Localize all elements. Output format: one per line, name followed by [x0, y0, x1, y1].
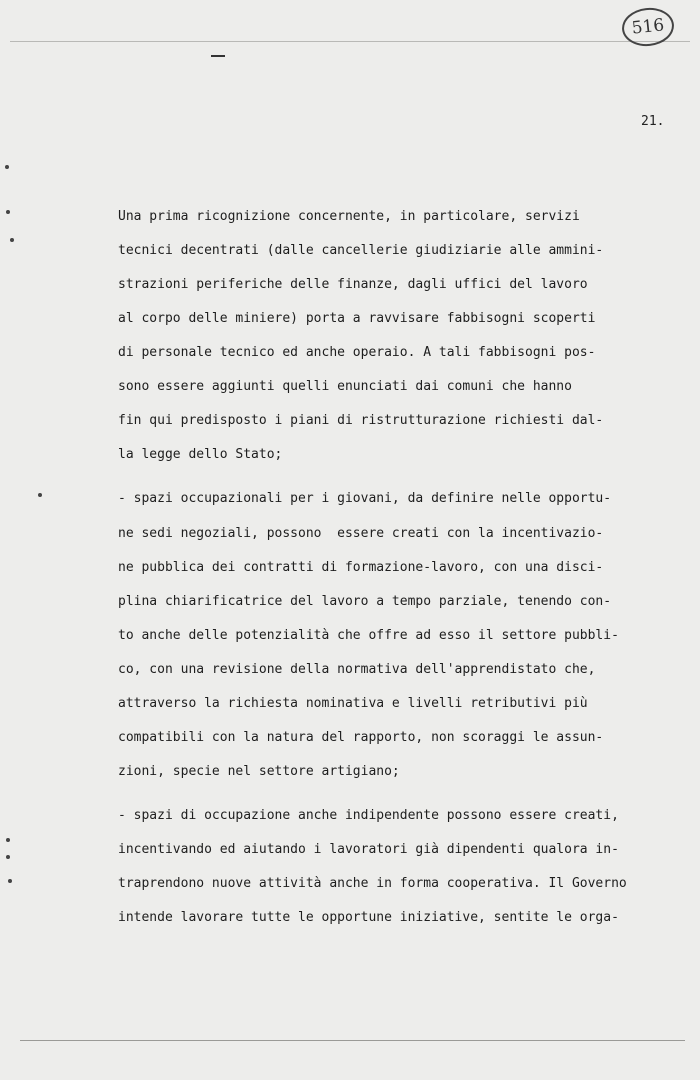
- top-rule: [10, 41, 690, 42]
- text-line: zioni, specie nel settore artigiano;: [118, 764, 400, 779]
- text-line: attraverso la richiesta nominativa e livelli retributivi più: [118, 696, 588, 711]
- text-line: intende lavorare tutte le opportune iniziative, sentite le orga-: [118, 910, 619, 925]
- text-line: ne sedi negoziali, possono essere creati con la incentivazio-: [118, 526, 604, 541]
- text-line: - spazi occupazionali per i giovani, da definire nelle opportu-: [118, 491, 612, 506]
- scan-speck: [10, 238, 14, 242]
- scan-speck: [6, 855, 10, 859]
- scan-speck: [6, 210, 10, 214]
- text-line: la legge dello Stato;: [118, 447, 283, 462]
- text-line: to anche delle potenzialità che offre ad esso il settore pubbli-: [118, 628, 619, 643]
- scan-speck: [38, 493, 42, 497]
- text-line: incentivando ed aiutando i lavoratori già dipendenti qualora in-: [118, 842, 619, 857]
- top-dash-mark: [211, 55, 225, 57]
- text-line: Una prima ricognizione concernente, in particolare, servizi: [118, 209, 580, 224]
- text-line: tecnici decentrati (dalle cancellerie giudiziarie alle ammini-: [118, 243, 604, 258]
- archive-stamp-number: 516: [630, 15, 666, 39]
- scan-speck: [6, 838, 10, 842]
- scan-speck: [5, 165, 9, 169]
- text-line: plina chiarificatrice del lavoro a tempo parziale, tenendo con-: [118, 594, 612, 609]
- text-line: fin qui predisposto i piani di ristrutturazione richiesti dal-: [118, 413, 604, 428]
- text-line: sono essere aggiunti quelli enunciati dai comuni che hanno: [118, 379, 572, 394]
- text-line: - spazi di occupazione anche indipendente possono essere creati,: [118, 808, 619, 823]
- text-line: strazioni periferiche delle finanze, dagli uffici del lavoro: [118, 277, 588, 292]
- text-line: ne pubblica dei contratti di formazione-lavoro, con una disci-: [118, 560, 604, 575]
- text-line: co, con una revisione della normativa dell'apprendistato che,: [118, 662, 596, 677]
- text-line: traprendono nuove attività anche in forma cooperativa. Il Governo: [118, 876, 627, 891]
- text-line: compatibili con la natura del rapporto, non scoraggi le assun-: [118, 730, 604, 745]
- text-line: al corpo delle miniere) porta a ravvisare fabbisogni scoperti: [118, 311, 596, 326]
- bottom-rule: [20, 1040, 685, 1041]
- page-number: 21.: [641, 114, 665, 129]
- archive-stamp: [620, 5, 676, 48]
- scan-speck: [8, 879, 12, 883]
- text-line: di personale tecnico ed anche operaio. A tali fabbisogni pos-: [118, 345, 596, 360]
